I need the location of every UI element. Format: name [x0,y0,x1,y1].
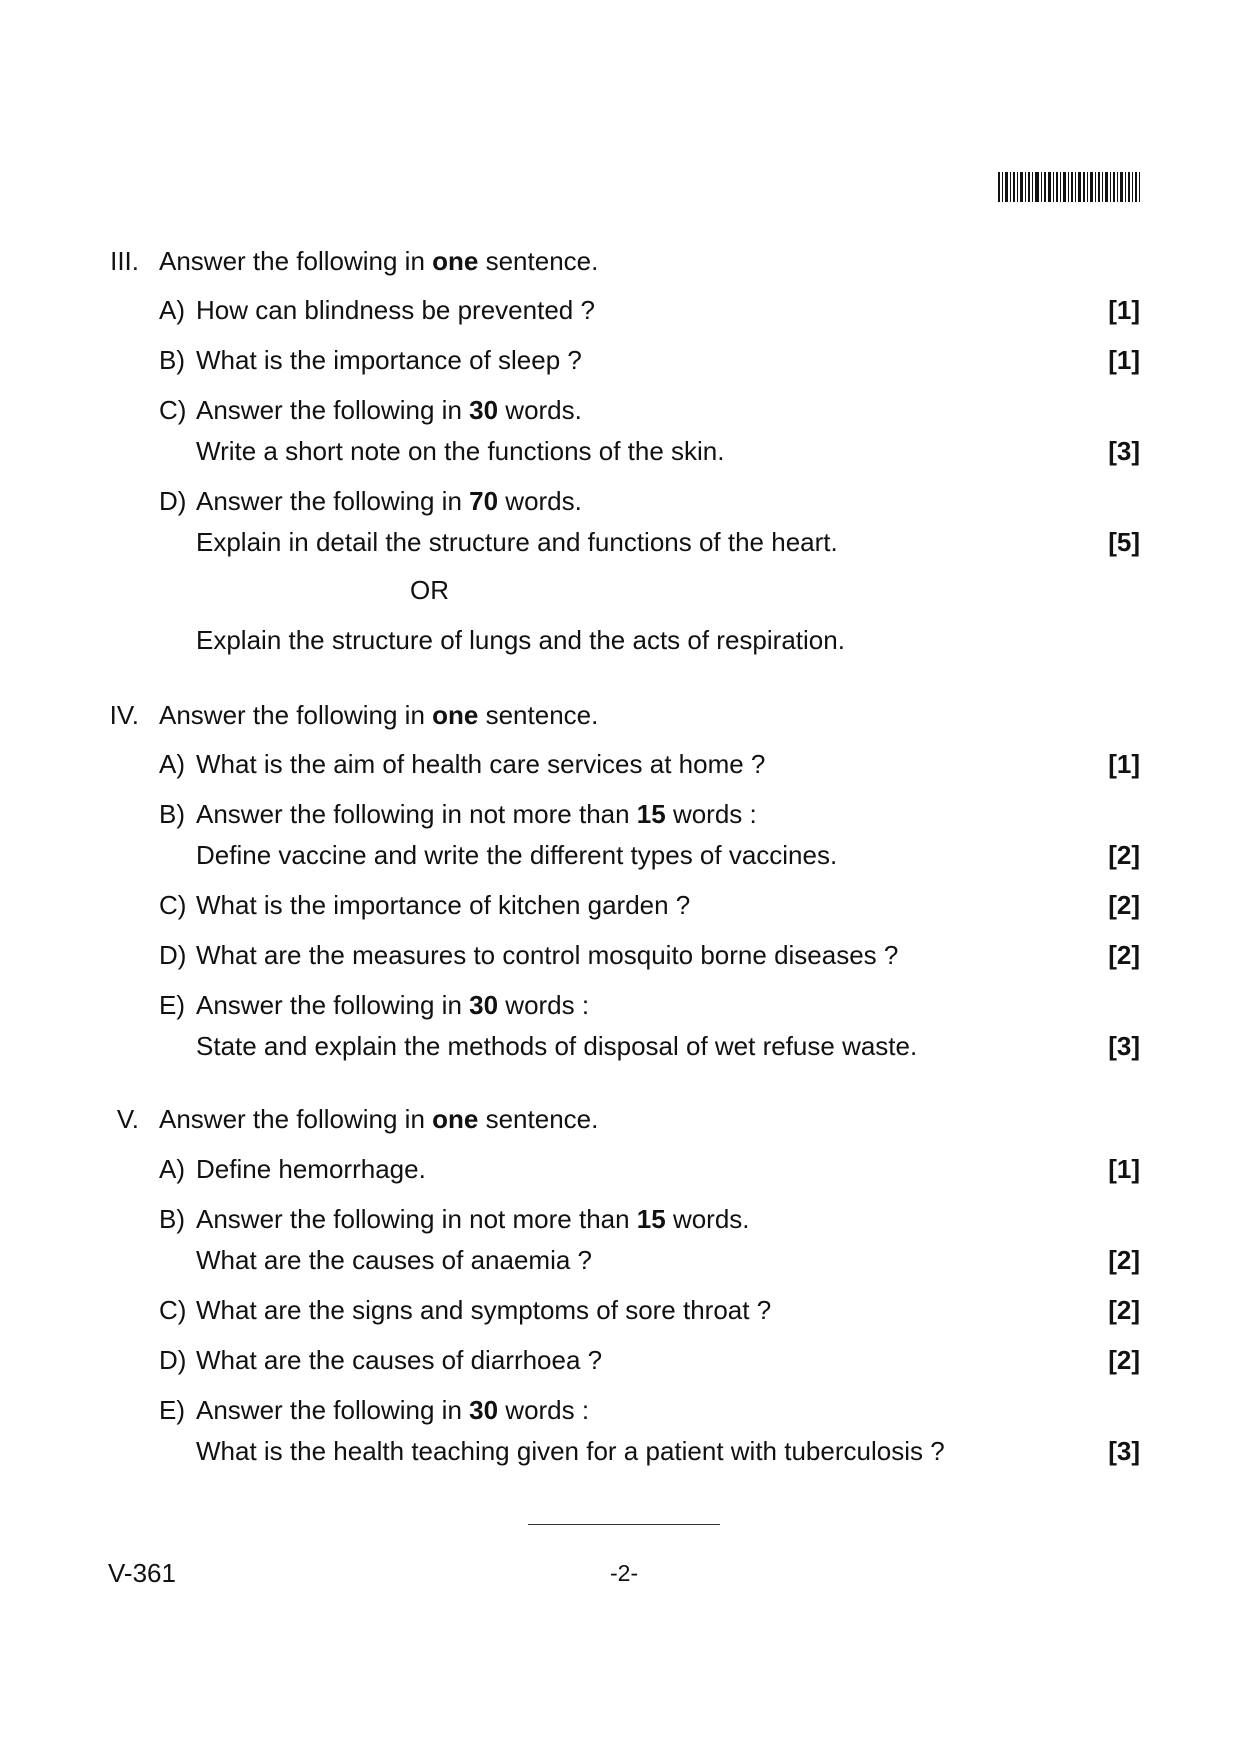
marks-label: [2] [1108,890,1140,920]
item-letter: C) [159,395,187,425]
question-text: Explain in detail the structure and functions of the heart. [196,527,838,557]
marks-label: [2] [1108,840,1140,870]
section-numeral: III. [110,246,139,276]
barcode-image [998,172,1140,202]
marks-label: [1] [1108,749,1140,779]
sub-instruction: Answer the following in 30 words. [196,395,582,425]
alternative-question-text: Explain the structure of lungs and the acts of respiration. [196,625,845,655]
sub-instruction: Answer the following in 30 words : [196,1395,590,1425]
marks-label: [2] [1108,1245,1140,1275]
marks-label: [3] [1108,436,1140,466]
marks-label: [1] [1108,345,1140,375]
marks-label: [1] [1108,1154,1140,1184]
item-letter: D) [159,486,187,516]
item-letter: B) [159,1204,185,1234]
marks-label: [1] [1108,295,1140,325]
section-numeral: V. [116,1104,139,1134]
question-text: What is the importance of sleep ? [196,345,582,375]
paper-code: V-361 [108,1558,176,1588]
item-letter: A) [159,1154,185,1184]
page-number: -2- [610,1560,639,1586]
item-letter: A) [159,295,185,325]
marks-label: [2] [1108,940,1140,970]
item-letter: D) [159,940,187,970]
item-letter: D) [159,1345,187,1375]
question-text: What is the health teaching given for a patient with tuberculosis ? [196,1436,945,1466]
marks-label: [5] [1108,527,1140,557]
sub-instruction: Answer the following in not more than 15 words. [196,1204,750,1234]
item-letter: E) [159,1395,185,1425]
question-text: What are the causes of anaemia ? [196,1245,593,1275]
item-letter: B) [159,799,185,829]
sub-instruction: Answer the following in 30 words : [196,990,590,1020]
question-text: What are the measures to control mosquito borne diseases ? [196,940,899,970]
item-letter: C) [159,890,187,920]
question-text: What is the aim of health care services at home ? [196,749,766,779]
question-text: Define vaccine and write the different types of vaccines. [196,840,838,870]
marks-label: [2] [1108,1295,1140,1325]
sub-instruction: Answer the following in 70 words. [196,486,582,516]
question-text: How can blindness be prevented ? [196,295,595,325]
item-letter: E) [159,990,185,1020]
sub-instruction: Answer the following in not more than 15 words : [196,799,757,829]
item-letter: C) [159,1295,187,1325]
question-text: Define hemorrhage. [196,1154,426,1184]
end-rule [528,1524,720,1525]
question-text: Write a short note on the functions of the skin. [196,436,725,466]
question-text: State and explain the methods of disposal of wet refuse waste. [196,1031,918,1061]
item-letter: A) [159,749,185,779]
or-separator: OR [410,575,449,605]
section-instruction: V. Answer the following in one sentence. [116,1104,599,1134]
question-text: What are the signs and symptoms of sore throat ? [196,1295,772,1325]
marks-label: [3] [1108,1031,1140,1061]
section-instruction: IV. Answer the following in one sentence. [109,700,599,730]
question-text: What are the causes of diarrhoea ? [196,1345,603,1375]
marks-label: [2] [1108,1345,1140,1375]
marks-label: [3] [1108,1436,1140,1466]
section-instruction: III. Answer the following in one sentence. [110,246,599,276]
question-text: What is the importance of kitchen garden ? [196,890,691,920]
item-letter: B) [159,345,185,375]
section-numeral: IV. [109,700,139,730]
